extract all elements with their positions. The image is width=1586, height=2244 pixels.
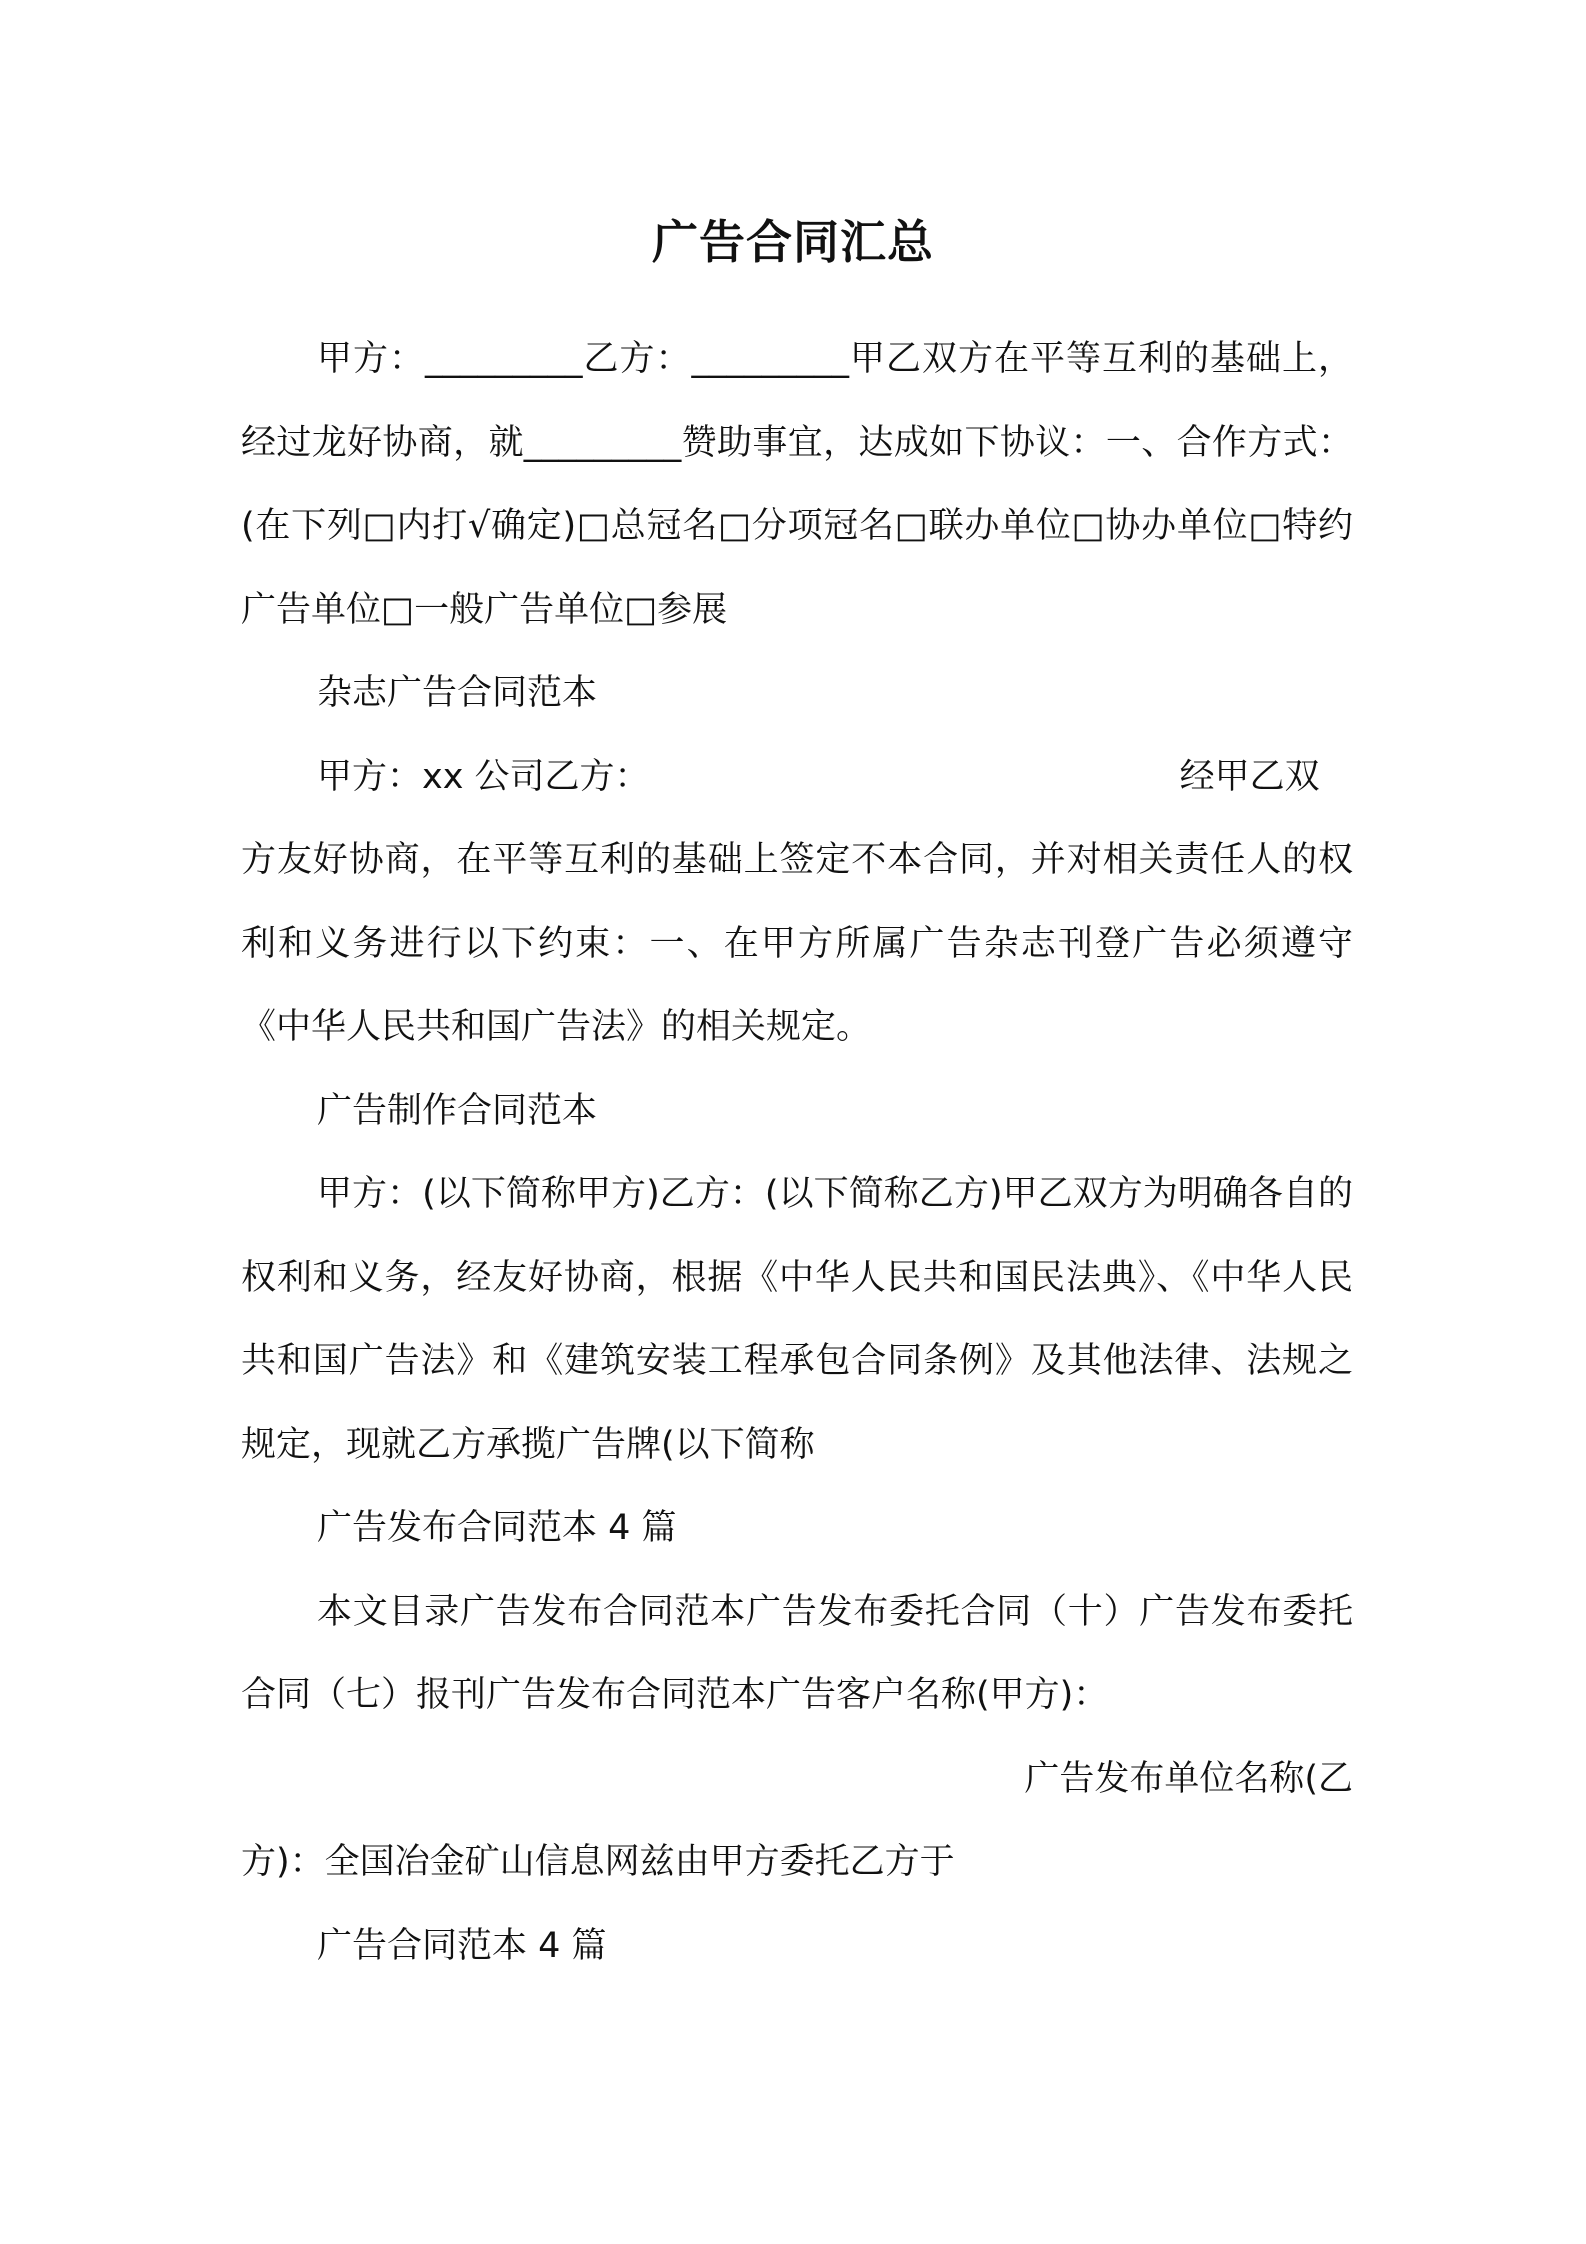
heading-production-contract: 广告制作合同范本 (317, 1090, 598, 1131)
magazine-party-right: 经甲乙双 (1179, 756, 1320, 797)
paragraph-publisher-name: 广告发布单位名称(乙 (1024, 1758, 1353, 1799)
magazine-party-left: 甲方：xx 公司乙方： (317, 756, 650, 797)
heading-ad-contract: 广告合同范本 4 篇 (317, 1925, 607, 1966)
paragraph-production-terms: 甲方：(以下简称甲方)乙方：(以下简称乙方)甲乙双方为明确各自的权利和义务，经友好协商，根据《中华人民共和国民法典》、《中华人民共和国广告法》和《建筑安装工程承包合同条例》及其他法律、法规之规定，现就乙方承揽广告牌(以下简称 (241, 1174, 1353, 1465)
paragraph-publishing-toc: 本文目录广告发布合同范本广告发布委托合同（十）广告发布委托合同（七）报刊广告发布合同范本广告客户名称(甲方)： (241, 1591, 1353, 1715)
heading-publishing-contract: 广告发布合同范本 4 篇 (317, 1508, 677, 1548)
paragraph-publisher-continuation: 方)：全国冶金矿山信息网兹由甲方委托乙方于 (241, 1842, 955, 1882)
document-title: 广告合同汇总 (652, 215, 934, 269)
paragraph-sponsorship-agreement: 甲方：_________乙方：_________甲乙双方在平等互利的基础上，经过龙好协商，就_________赞助事宜，达成如下协议：一、合作方式：(在下列□内打√确定)□总冠名□分项冠名□联办单位□协办单位□特约广告单位□一般广告单位□参展 (241, 339, 1353, 630)
paragraph-magazine-terms: 方友好协商，在平等互利的基础上签定不本合同，并对相关责任人的权利和义务进行以下约束：一、在甲方所属广告杂志刊登广告必须遵守《中华人民共和国广告法》的相关规定。 (241, 840, 1353, 1047)
document-body (241, 318, 1353, 1988)
paragraph-magazine-parties (241, 736, 1353, 820)
heading-magazine-contract: 杂志广告合同范本 (317, 673, 598, 713)
